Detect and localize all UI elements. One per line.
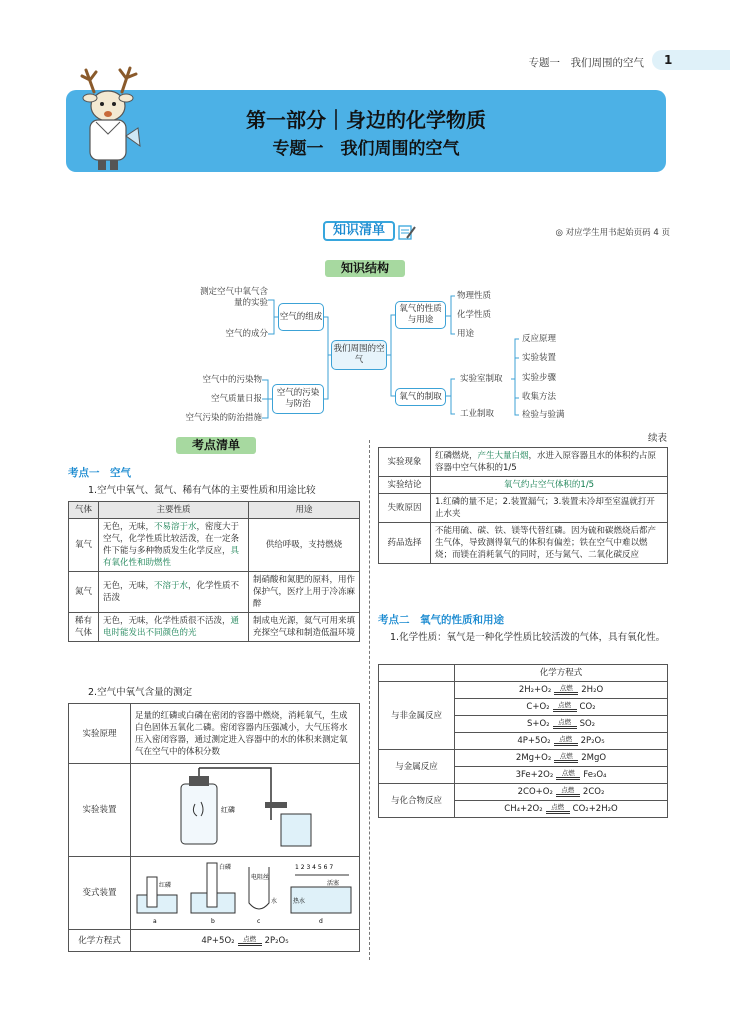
label-heat-wire: 电阻丝 [251,874,270,881]
label-b: b [211,918,215,925]
knowledge-list-tag: 知识清单 [323,221,395,241]
page-number: 1 [664,53,673,67]
equation: 3Fe+2O₂ 点燃 Fe₃O₄ [455,767,668,784]
page-number-tab [652,50,730,70]
table-row [379,523,668,564]
row-label-conclusion: 实验结论 [379,477,431,494]
gas-name: 氮气 [69,572,99,613]
group-compound: 与化合物反应 [379,784,455,818]
mm-item-air-quality-report: 空气质量日报 [210,394,262,404]
label-piston: 活塞 [327,880,340,887]
row-label-failure: 失败原因 [379,494,431,523]
student-book-page-note: ◎ 对应学生用书起始页码 4 页 [555,228,670,238]
kp2-paragraph: 1.化学性质：氧气是一种化学性质比较活泼的气体，具有氧化性。 [390,632,666,643]
equation: C+O₂ 点燃 CO₂ [455,699,668,716]
header-empty [379,665,455,682]
row-label-equation: 化学方程式 [69,930,131,952]
gas-uses: 制成电光源，氦气可用来填充探空气球和制造低温环境 [249,613,360,642]
label-red-p-a: 红磷 [159,882,172,889]
principle-text: 足量的红磷或白磷在密闭的容器中燃烧，消耗氧气，生成白色固体五氧化二磷。密闭容器内压强减小，大气压将水压入密闭容器，通过测定进入容器中的水的体积来测定氧气在空气中的体积分数 [131,704,360,764]
phosphorus-equation: 4P+5O₂ 点燃 2P₂O₅ [131,930,360,952]
mm-item-uses: 用途 [457,329,475,339]
mm-item-pollution-prevention: 空气污染的防治措施 [185,413,262,423]
variant-figure [131,857,360,930]
table-row [69,519,360,572]
column-divider [369,440,370,960]
equation: 4P+5O₂ 点燃 2P₂O₅ [455,733,668,750]
table-row [69,613,360,642]
equation: CH₄+2O₂ 点燃 CO₂+2H₂O [455,801,668,818]
mm-sub-reaction-principle: 反应原理 [522,334,557,344]
label-red-phosphorus: 红磷 [221,806,235,814]
deer-mascot-icon [76,62,146,174]
equation: 2H₂+O₂ 点燃 2H₂O [455,682,668,699]
mm-sub-collection: 收集方法 [522,392,557,402]
mm-item-physical-properties: 物理性质 [457,291,492,301]
variant-apparatus-diagram [131,857,359,925]
apparatus-figure [131,764,360,857]
mm-item-lab-preparation: 实验室制取 [460,374,503,384]
mm-item-industrial-preparation: 工业制取 [460,409,495,419]
oxygen-reactions-table [378,664,668,818]
part-title: 第一部分｜身边的化学物质 [246,108,486,132]
table-row [379,477,668,494]
gas-properties: 无色，无味，不易溶于水，密度大于空气，化学性质比较活泼，在一定条件下能与多种物质发生化学反应，具有氧化性和助燃性 [99,519,249,572]
label-white-p: 白磷 [219,864,232,871]
failure-text: 1.红磷的量不足；2.装置漏气；3.装置未冷却至室温就打开止水夹 [431,494,668,523]
reagent-text: 不能用硫、碳、铁、镁等代替红磷。因为硫和碳燃烧后都产生气体，导致测得氧气的体积有偏差；铁在空气中难以燃烧；而镁在消耗氧气的同时，还与氮气、二氧化碳反应 [431,523,668,564]
chapter-banner [66,90,666,172]
mm-sub-test-and-full: 检验与验满 [522,410,565,420]
gas-name: 稀有气体 [69,613,99,642]
header-gas: 气体 [69,502,99,519]
phenomenon-text: 红磷燃烧，产生大量白烟，水进入原容器且水的体积约占原容器中空气体积的1/5 [431,448,668,477]
row-label-reagent: 药品选择 [379,523,431,564]
group-metal: 与金属反应 [379,750,455,784]
mm-node-air-pollution: 空气的污染与防治 [272,384,324,414]
bottle-apparatus-diagram [131,764,359,852]
conclusion-text: 氧气约占空气体积的1/5 [431,477,668,494]
group-nonmetal: 与非金属反应 [379,682,455,750]
kp2-title: 考点二 氧气的性质和用途 [378,614,504,626]
topic-title: 专题一 我们周围的空气 [272,139,460,159]
label-water: 水 [271,898,278,905]
mm-node-air-composition: 空气的组成 [278,303,324,331]
gas-uses: 供给呼吸，支持燃烧 [249,519,360,572]
gas-properties: 无色，无味，不溶于水，化学性质不活泼 [99,572,249,613]
equation: 2CO+O₂ 点燃 2CO₂ [455,784,668,801]
gas-properties: 无色，无味，化学性质很不活泼，通电时能发出不同颜色的光 [99,613,249,642]
mm-item-air-composition: 空气的成分 [225,329,268,339]
equation: S+O₂ 点燃 SO₂ [455,716,668,733]
table-row [379,494,668,523]
table-row [69,572,360,613]
table-row [379,448,668,477]
gas-uses: 制硝酸和氮肥的原料，用作保护气，医疗上用于冷冻麻醉 [249,572,360,613]
knowledge-structure-tag: 知识结构 [325,260,405,277]
notebook-pencil-icon [398,224,416,240]
label-hot-water: 热水 [293,898,306,905]
mm-item-oxygen-content-experiment: 测定空气中氧气含量的实验 [200,287,269,308]
equation: 2Mg+O₂ 点燃 2MgO [455,750,668,767]
label-ticks: 1 2 3 4 5 6 7 [295,864,334,871]
mm-sub-apparatus: 实验装置 [522,353,557,363]
gas-name: 氧气 [69,519,99,572]
label-d: d [319,918,323,925]
running-title: 专题一 我们周围的空气 [528,57,644,69]
header-equation: 化学方程式 [455,665,668,682]
row-label-phenomenon: 实验现象 [379,448,431,477]
mm-sub-steps: 实验步骤 [522,373,557,383]
header-uses: 用途 [249,502,360,519]
row-label-variant: 变式装置 [69,857,131,930]
mm-item-pollutants: 空气中的污染物 [202,375,262,385]
kp1-table1-caption: 1.空气中氧气、氮气、稀有气体的主要性质和用途比较 [88,485,316,496]
mm-center-node: 我们周围的空气 [331,340,387,370]
continued-label: 续表 [648,433,668,444]
row-label-principle: 实验原理 [69,704,131,764]
checklist-tag: 考点清单 [176,437,256,454]
header-properties: 主要性质 [99,502,249,519]
gas-properties-table [68,501,360,642]
kp1-title: 考点一 空气 [68,467,131,479]
mm-item-chemical-properties: 化学性质 [457,310,492,320]
mm-node-oxygen-properties: 氧气的性质与用途 [395,301,446,329]
label-c: c [257,918,261,925]
oxygen-measurement-table [68,703,360,952]
mm-node-oxygen-preparation: 氧气的制取 [395,388,446,406]
kp1-table2-caption: 2.空气中氧气含量的测定 [88,687,193,698]
label-a: a [153,918,157,925]
continued-table [378,447,668,564]
row-label-apparatus: 实验装置 [69,764,131,857]
